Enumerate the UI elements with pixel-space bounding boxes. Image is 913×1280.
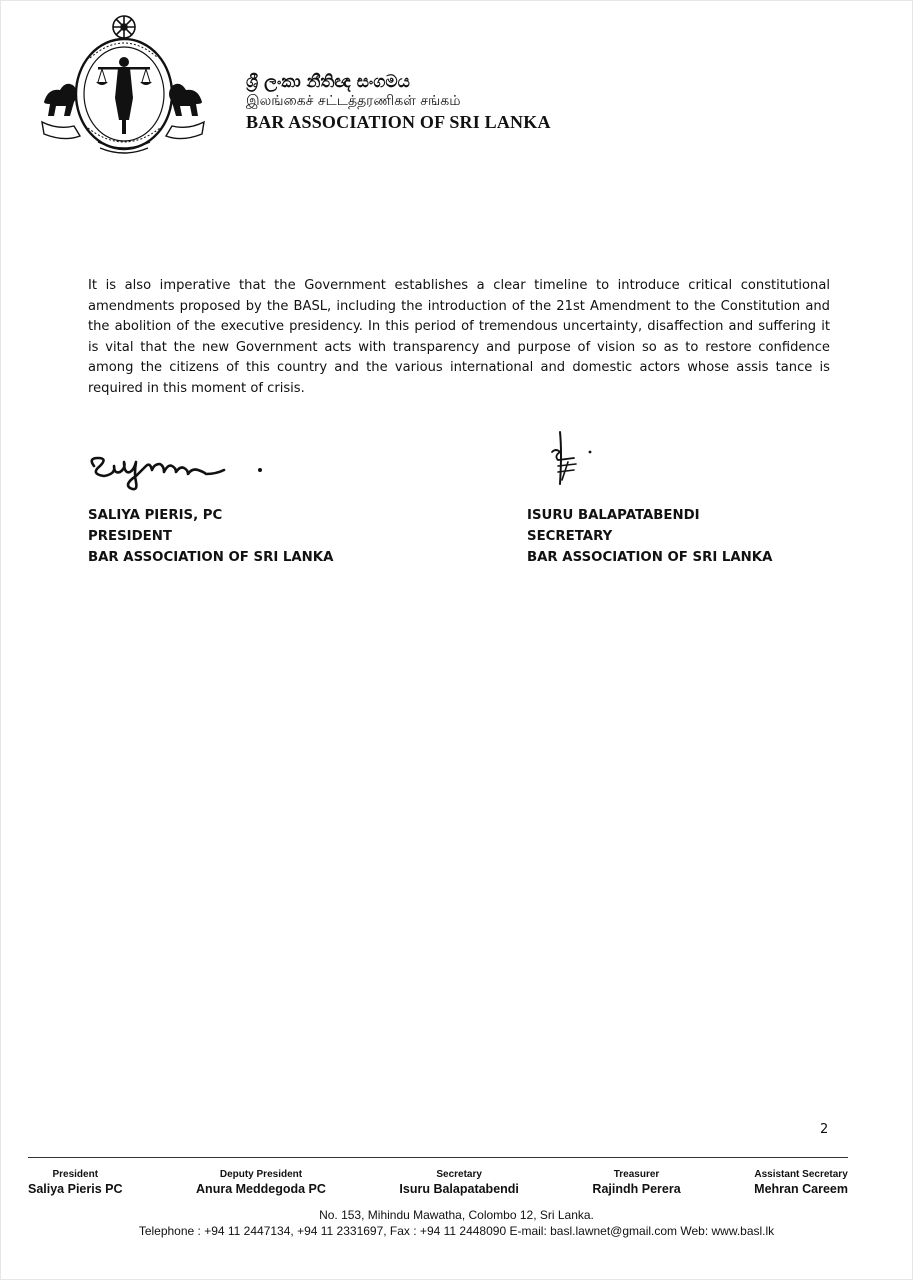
footer-address: No. 153, Mihindu Mawatha, Colombo 12, Sri Lanka. bbox=[319, 1208, 594, 1222]
officer-name: Isuru Balapatabendi bbox=[399, 1182, 519, 1196]
right-lion-icon bbox=[169, 84, 202, 116]
signatory-org: BAR ASSOCIATION OF SRI LANKA bbox=[527, 549, 773, 565]
officer-assistant-secretary bbox=[754, 1168, 848, 1197]
basl-emblem-logo bbox=[38, 10, 208, 155]
officer-role: Secretary bbox=[436, 1169, 482, 1180]
officer-secretary bbox=[399, 1168, 518, 1197]
officer-role: Deputy President bbox=[219, 1169, 303, 1180]
org-name-sinhala: ශ්‍රී ලංකා නීතිඥ සංගමය bbox=[246, 72, 410, 92]
signatory-title: PRESIDENT bbox=[88, 528, 172, 544]
signatory-org: BAR ASSOCIATION OF SRI LANKA bbox=[88, 549, 334, 565]
signatory-title: SECRETARY bbox=[527, 528, 613, 544]
page-number: 2 bbox=[820, 1122, 829, 1137]
org-name-tamil: இலங்கைச் சட்டத்தரணிகள் சங்கம் bbox=[246, 93, 461, 109]
officer-name: Anura Meddegoda PC bbox=[196, 1182, 326, 1196]
footer-contact: Telephone : +94 11 2447134, +94 11 2331697, Fax : +94 11 2448090 E-mail: basl.lawnet@gmail.com Web: www.basl.lk bbox=[138, 1224, 775, 1238]
signatory-block-president bbox=[88, 506, 333, 568]
officer-name: Saliya Pieris PC bbox=[28, 1182, 123, 1196]
officer-deputy-president bbox=[196, 1168, 326, 1197]
left-lion-icon bbox=[44, 84, 77, 116]
footer-divider bbox=[28, 1157, 848, 1158]
officer-treasurer bbox=[592, 1168, 680, 1197]
lady-justice-figure bbox=[96, 57, 152, 134]
signatory-block-secretary bbox=[527, 506, 772, 568]
signature-isuru-balapatabendi bbox=[540, 428, 610, 488]
officer-role: Assistant Secretary bbox=[754, 1169, 848, 1180]
signature-saliya-pieris bbox=[88, 450, 268, 492]
dharma-wheel-icon bbox=[113, 16, 135, 38]
signatory-name: SALIYA PIERIS, PC bbox=[88, 508, 223, 523]
officer-role: President bbox=[52, 1169, 99, 1180]
organization-names bbox=[246, 72, 551, 133]
officer-president bbox=[28, 1168, 123, 1197]
officer-name: Rajindh Perera bbox=[592, 1182, 681, 1196]
footer-officers bbox=[28, 1168, 848, 1197]
body-paragraph: It is also imperative that the Government establishes a clear timeline to introduce critical constitutional amendments proposed by the BASL, including the introduction of the 21st Amendment to the Constitution and the abolition of the executive presidency. In this period of tremendous uncertainty, disaffection and suffering it is vital that the new Government acts with transparency and purpose of vision so as to restore confidence among the citizens of this country and the various international and domestic actors whose assis tance is required in this moment of crisis. bbox=[88, 278, 830, 396]
org-name-english: BAR ASSOCIATION OF SRI LANKA bbox=[246, 112, 551, 132]
signatory-name: ISURU BALAPATABENDI bbox=[527, 508, 700, 523]
officer-role: Treasurer bbox=[613, 1169, 660, 1180]
officer-name: Mehran Careem bbox=[754, 1182, 848, 1196]
